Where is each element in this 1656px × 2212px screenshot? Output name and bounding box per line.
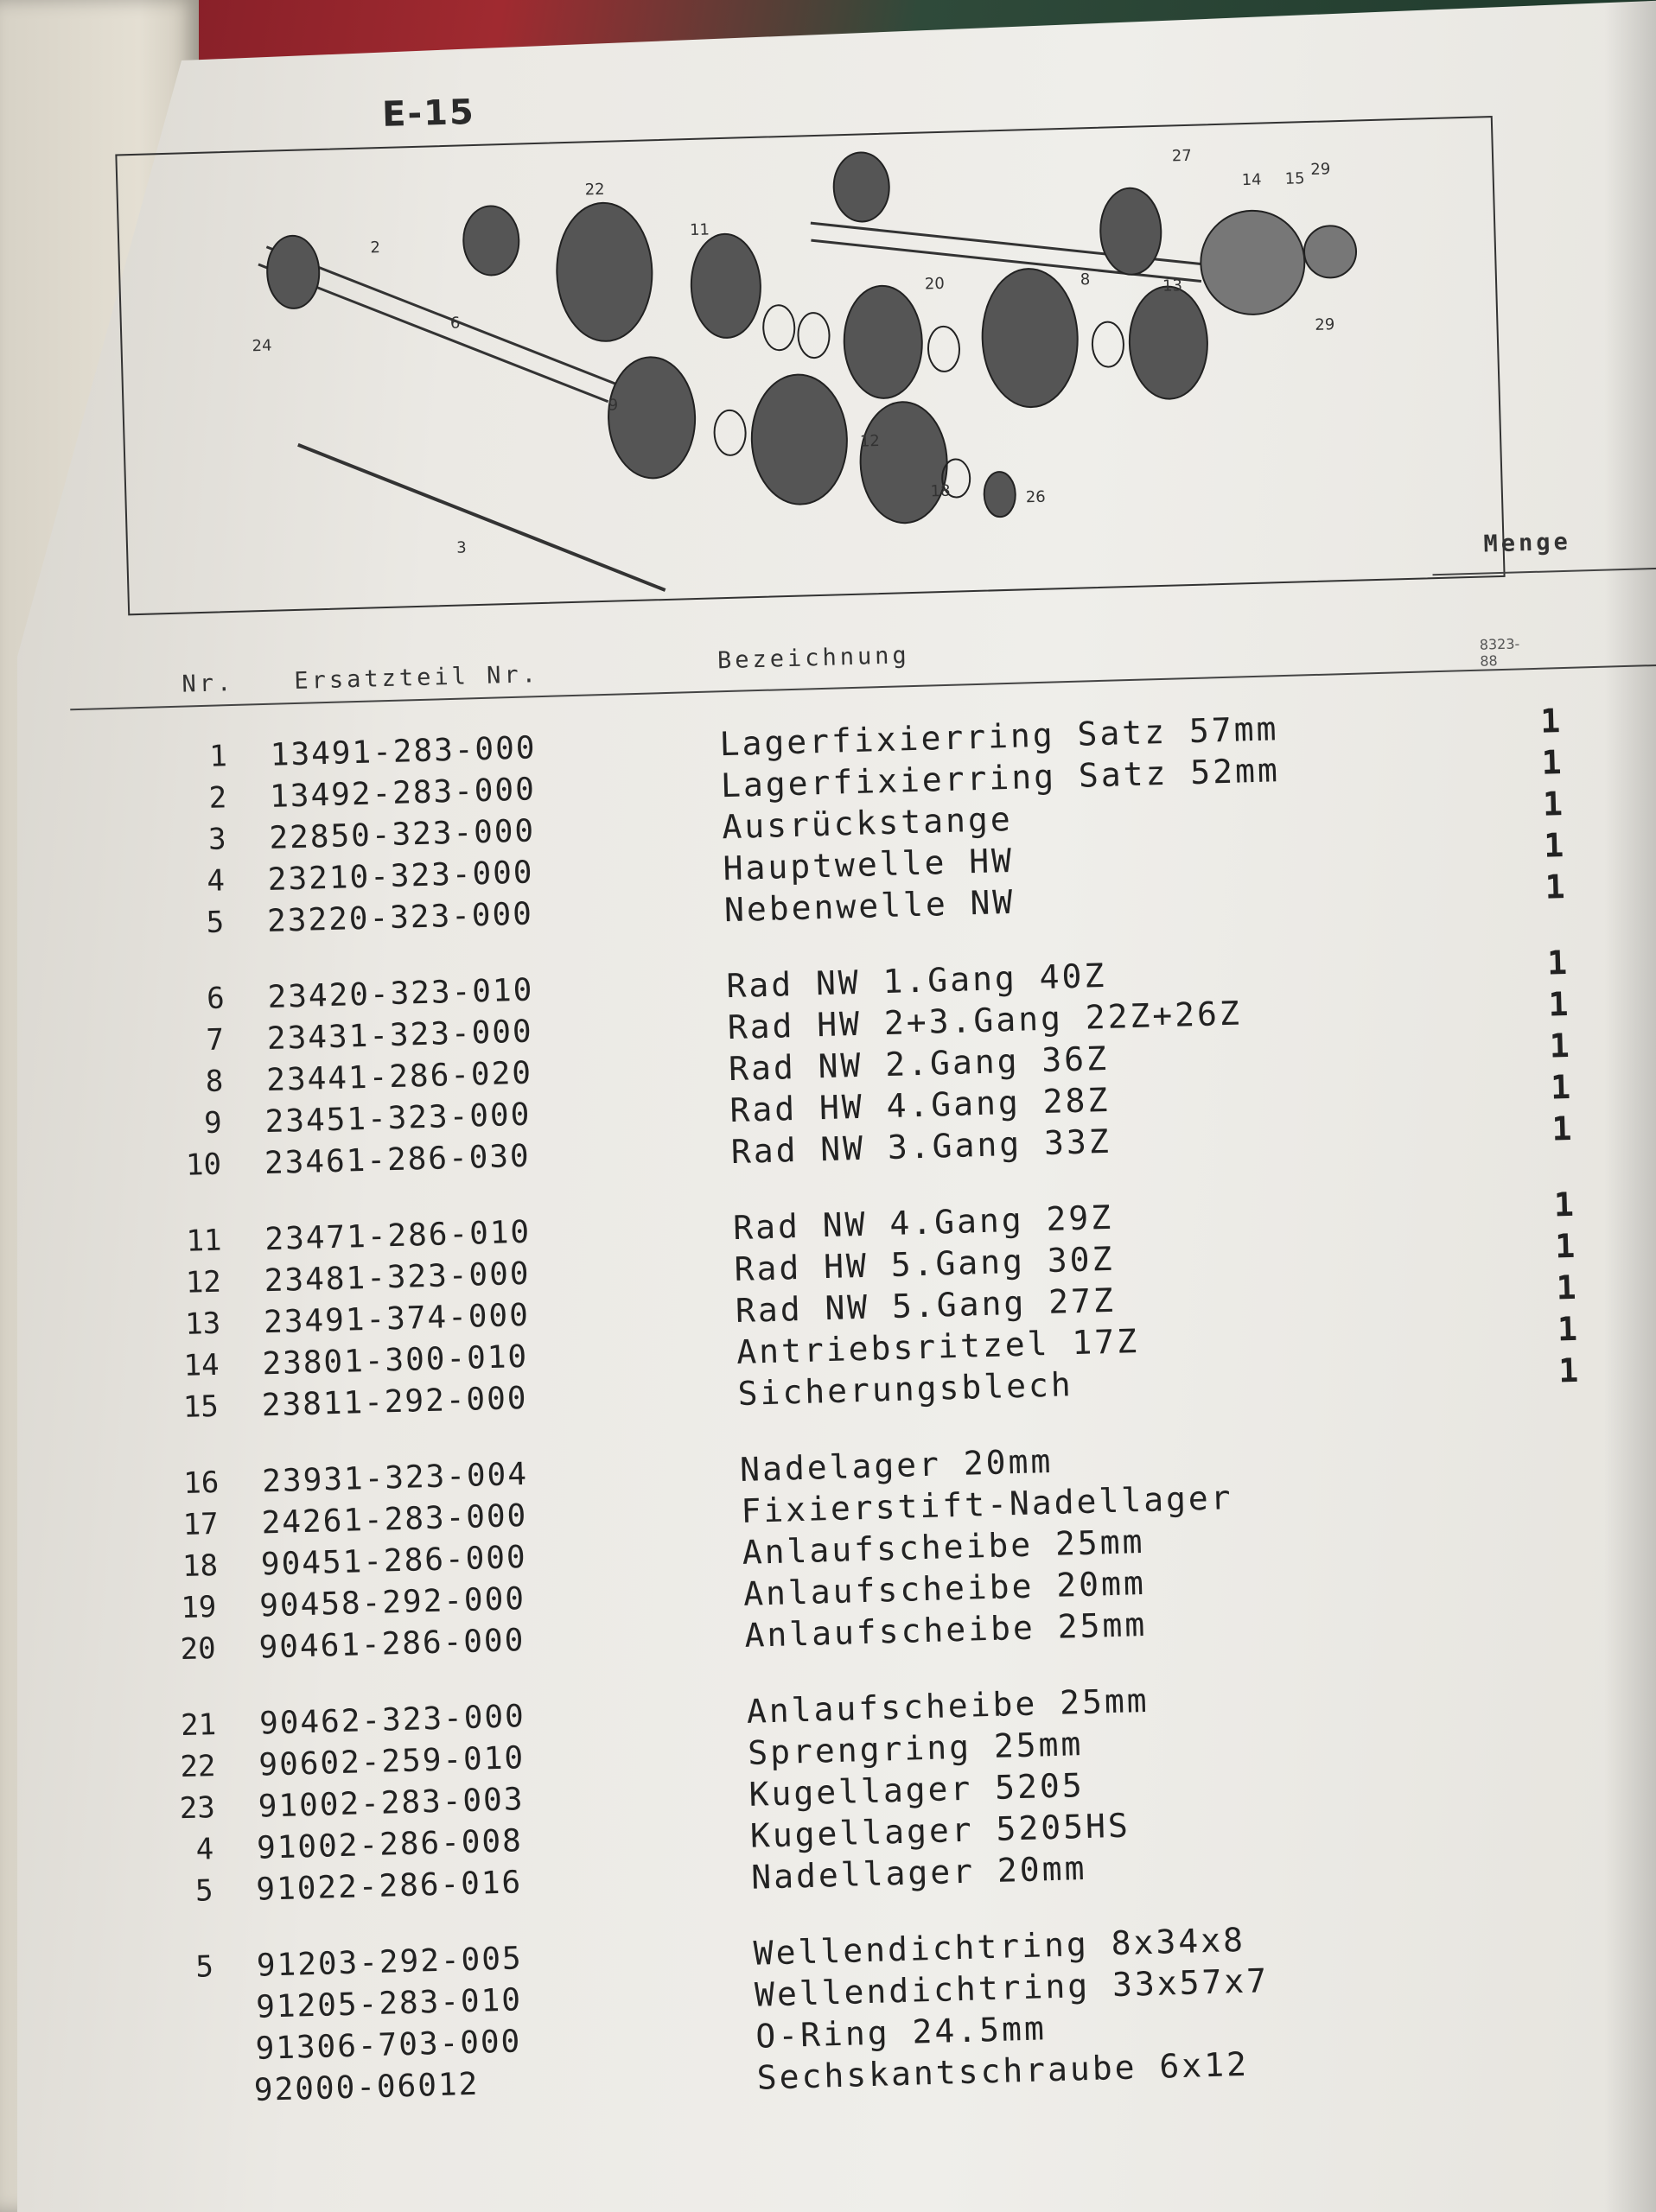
part-description: Anlaufscheibe 25mm <box>742 1522 1146 1572</box>
quantity: 1 <box>1545 867 1569 906</box>
row-number: 22 <box>179 1749 217 1785</box>
quantity: 1 <box>1557 1309 1581 1349</box>
part-description: Rad HW 5.Gang 30Z <box>734 1239 1116 1289</box>
header-description: Bezeichnung <box>717 642 911 675</box>
row-number: 18 <box>182 1548 219 1585</box>
callout: 3 <box>455 538 467 557</box>
part-description: O-Ring 24.5mm <box>755 2009 1048 2056</box>
quantity: 1 <box>1541 743 1565 782</box>
part-number: 23481-323-000 <box>264 1255 532 1300</box>
row-number: 10 <box>185 1147 222 1183</box>
part-description: Wellendichtring 8x34x8 <box>753 1920 1246 1973</box>
quantity: 1 <box>1542 785 1566 823</box>
part-description: Anlaufscheibe 20mm <box>742 1563 1147 1613</box>
part-number: 23451-323-000 <box>264 1096 532 1141</box>
row-number: 4 <box>206 863 226 899</box>
quantity: 1 <box>1550 1067 1574 1107</box>
part-description: Nebenwelle NW <box>723 882 1016 930</box>
part-description: Kugellager 5205 <box>748 1765 1086 1814</box>
callout: 11 <box>689 220 710 240</box>
callout: 12 <box>859 431 881 451</box>
callout: 13 <box>1162 276 1183 296</box>
callout: 29 <box>1310 160 1331 179</box>
parts-list-sheet <box>69 7 1656 2177</box>
quantity: 1 <box>1555 1268 1580 1307</box>
quantity: 1 <box>1546 943 1570 982</box>
part-description: Fixierstift-Nadellager <box>740 1478 1234 1530</box>
quantity: 1 <box>1554 1226 1578 1266</box>
part-description: Rad NW 4.Gang 29Z <box>732 1198 1114 1248</box>
part-number: 23491-374-000 <box>263 1297 531 1341</box>
callout: 15 <box>1284 169 1305 188</box>
part-description: Anlaufscheibe 25mm <box>743 1605 1148 1655</box>
callout: 27 <box>1171 146 1193 166</box>
header-menge: Menge <box>1483 528 1572 558</box>
part-number: 23801-300-010 <box>261 1338 529 1382</box>
part-number: 91306-703-000 <box>255 2024 522 2067</box>
part-description: Rad NW 1.Gang 40Z <box>725 956 1107 1006</box>
row-number: 7 <box>205 1022 225 1058</box>
part-description: Anlaufscheibe 25mm <box>746 1681 1150 1731</box>
row-number: 23 <box>179 1790 216 1827</box>
callout: 9 <box>608 396 619 415</box>
quantity: 1 <box>1549 1026 1573 1065</box>
part-number: 22850-323-000 <box>268 813 536 856</box>
row-number: 5 <box>206 905 225 940</box>
callout: 22 <box>584 180 605 200</box>
header-part-no: Ersatzteil Nr. <box>294 661 540 696</box>
part-number: 23441-286-020 <box>265 1055 533 1099</box>
row-number: 21 <box>180 1707 217 1744</box>
part-number: 23461-286-030 <box>264 1138 532 1182</box>
quantity: 1 <box>1543 826 1567 865</box>
row-number: 1 <box>208 739 228 774</box>
row-number: 2 <box>208 780 227 816</box>
callout: 2 <box>370 238 381 257</box>
row-number: 9 <box>203 1105 223 1141</box>
part-description: Rad NW 5.Gang 27Z <box>735 1281 1117 1331</box>
part-number: 13491-283-000 <box>270 730 538 773</box>
part-number: 91002-283-003 <box>258 1782 525 1825</box>
row-number: 20 <box>180 1630 217 1668</box>
part-number: 13492-283-000 <box>269 772 537 815</box>
part-description: Rad NW 2.Gang 36Z <box>728 1039 1110 1089</box>
part-number: 23220-323-000 <box>266 896 534 939</box>
part-description: Ausrückstange <box>721 799 1014 847</box>
part-description: Sprengring 25mm <box>747 1725 1084 1772</box>
part-description: Rad HW 2+3.Gang 22Z+26Z <box>727 994 1243 1047</box>
part-number: 90602-259-010 <box>258 1740 525 1783</box>
quantity: 1 <box>1539 702 1564 741</box>
header-nr: Nr. <box>182 669 235 698</box>
quantity: 1 <box>1557 1351 1582 1390</box>
part-number: 91002-286-008 <box>256 1823 524 1866</box>
figure-label: E-15 <box>381 92 476 135</box>
part-description: Wellendichtring 33x57x7 <box>754 1961 1270 2014</box>
part-number: 23471-286-010 <box>264 1214 532 1258</box>
row-number: 3 <box>207 822 227 857</box>
part-number: 92000-06012 <box>253 2066 480 2108</box>
part-description: Kugellager 5205HS <box>749 1806 1131 1855</box>
part-number: 23811-292-000 <box>261 1380 529 1424</box>
part-description: Lagerfixierring Satz 57mm <box>719 709 1279 764</box>
callout: 18 <box>930 481 951 501</box>
part-number: 91205-283-010 <box>255 1982 523 2025</box>
part-description: Rad HW 4.Gang 28Z <box>729 1080 1111 1130</box>
row-number: 5 <box>194 1873 214 1909</box>
row-number: 5 <box>194 1949 214 1985</box>
part-number: 23431-323-000 <box>266 1014 534 1058</box>
part-number: 23210-323-000 <box>267 855 535 898</box>
part-description: Sechskantschraube 6x12 <box>756 2044 1250 2097</box>
callout: 20 <box>924 274 946 294</box>
row-number: 14 <box>183 1347 220 1383</box>
part-description: Rad NW 3.Gang 33Z <box>730 1122 1112 1172</box>
callout: 8 <box>1080 270 1091 289</box>
callout: 26 <box>1025 487 1047 507</box>
page-shadow <box>1604 0 1656 2212</box>
part-number: 24261-283-000 <box>261 1497 528 1541</box>
part-description: Nadellager 20mm <box>750 1848 1087 1897</box>
row-number: 6 <box>206 981 226 1016</box>
row-number: 19 <box>180 1589 217 1626</box>
part-number: 90451-286-000 <box>260 1539 528 1583</box>
row-number: 8 <box>205 1064 224 1100</box>
quantity: 1 <box>1551 1109 1575 1148</box>
row-number: 13 <box>184 1306 221 1342</box>
row-number: 15 <box>182 1389 220 1425</box>
part-number: 90458-292-000 <box>258 1580 526 1624</box>
part-number: 91022-286-016 <box>255 1865 523 1908</box>
part-number: 90461-286-000 <box>258 1623 525 1666</box>
part-number: 90462-323-000 <box>258 1699 526 1742</box>
row-number: 12 <box>185 1264 222 1300</box>
part-number: 91203-292-005 <box>256 1941 524 1984</box>
part-description: Lagerfixierring Satz 52mm <box>720 751 1281 805</box>
part-description: Sicherungsblech <box>737 1365 1074 1413</box>
callout: 14 <box>1241 170 1262 190</box>
transmission-drawing <box>117 118 1503 613</box>
part-number: 23420-323-010 <box>267 972 534 1016</box>
quantity: 1 <box>1547 984 1571 1024</box>
part-number: 23931-323-004 <box>261 1456 529 1500</box>
quantity: 1 <box>1553 1185 1577 1224</box>
row-number: 11 <box>185 1223 223 1259</box>
row-number: 16 <box>182 1465 220 1501</box>
callout: 24 <box>252 336 272 356</box>
part-description: Antriebsritzel 17Z <box>736 1322 1140 1372</box>
row-number: 17 <box>182 1506 220 1542</box>
figure-code: 8323-88 <box>1479 635 1520 670</box>
callout: 6 <box>449 314 461 333</box>
part-description: Nadelager 20mm <box>739 1441 1054 1489</box>
callout: 29 <box>1315 315 1335 334</box>
row-number: 4 <box>195 1832 214 1867</box>
part-description: Hauptwelle HW <box>723 841 1015 888</box>
